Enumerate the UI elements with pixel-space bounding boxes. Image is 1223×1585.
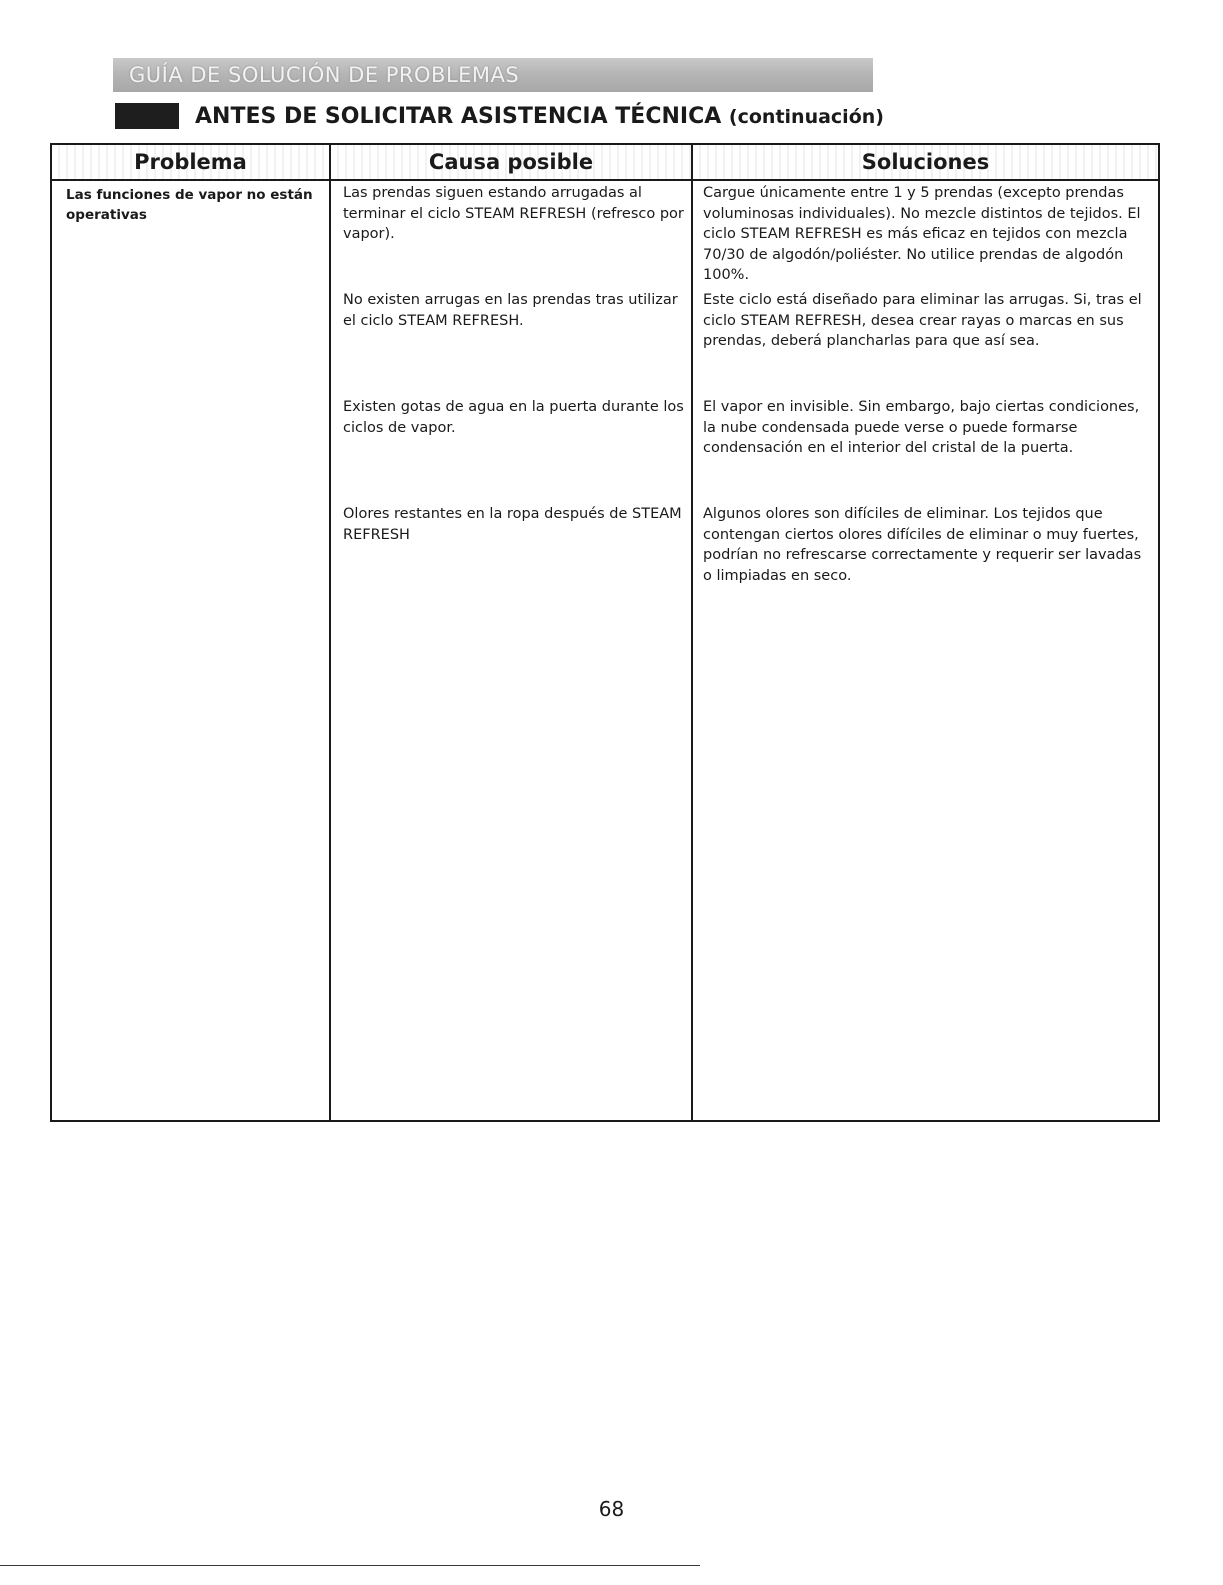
table-row (51, 180, 1159, 1121)
cause-text: No existen arrugas en las prendas tras utilizar el ciclo STEAM REFRESH. (343, 292, 678, 329)
solution-text: El vapor en invisible. Sin embargo, bajo ciertas condiciones, la nube condensada puede verse o puede formarse condensación en el interior del cristal de la puerta. (703, 399, 1140, 456)
solution-text: Cargue únicamente entre 1 y 5 prendas (excepto prendas voluminosas individuales). No mezcle distintos de tejidos. El ciclo STEAM REFRESH es más eficaz en tejidos con mezcla 70/30 de algodón/poliéster. No utilice prendas de algodón 100%. (703, 185, 1141, 283)
troubleshooting-table (50, 143, 1160, 1122)
subheading-main: ANTES DE SOLICITAR ASISTENCIA TÉCNICA (195, 103, 722, 129)
table-header-row (51, 144, 1159, 180)
cause-text: Olores restantes en la ropa después de STEAM REFRESH (343, 506, 682, 543)
section-banner (113, 58, 873, 92)
cause-text: Las prendas siguen estando arrugadas al terminar el ciclo STEAM REFRESH (refresco por vapor). (343, 185, 684, 242)
header-problem: Problema (51, 144, 330, 180)
cause-block (331, 288, 691, 395)
solution-text: Algunos olores son difíciles de eliminar. Los tejidos que contengan ciertos olores difíciles de eliminar o muy fuertes, podrían no refrescarse correctamente y requerir ser lavadas o limpiadas en seco. (703, 506, 1142, 584)
page-number: 68 (598, 1497, 625, 1521)
cause-block (331, 502, 691, 609)
solution-block (693, 395, 1158, 502)
problem-column (51, 180, 330, 1121)
solution-block (693, 181, 1158, 288)
cause-column (330, 180, 692, 1121)
header-solutions: Soluciones (692, 144, 1159, 180)
subheading-title (195, 104, 884, 129)
footer-divider (0, 1565, 700, 1566)
solutions-column (692, 180, 1159, 1121)
solution-block (693, 288, 1158, 395)
cause-block (331, 395, 691, 502)
problem-text: Las funciones de vapor no están operativas (66, 187, 313, 223)
subheading-suffix: (continuación) (728, 105, 884, 128)
subheading (115, 100, 884, 132)
header-cause: Causa posible (330, 144, 692, 180)
solution-block (693, 502, 1158, 609)
solution-text: Este ciclo está diseñado para eliminar las arrugas. Si, tras el ciclo STEAM REFRESH, desea crear rayas o marcas en sus prendas, deberá plancharlas para que así sea. (703, 292, 1142, 349)
cause-text: Existen gotas de agua en la puerta durante los ciclos de vapor. (343, 399, 684, 436)
section-banner-title: GUÍA DE SOLUCIÓN DE PROBLEMAS (129, 63, 520, 87)
subheading-marker (115, 103, 179, 129)
cause-block (331, 181, 691, 288)
